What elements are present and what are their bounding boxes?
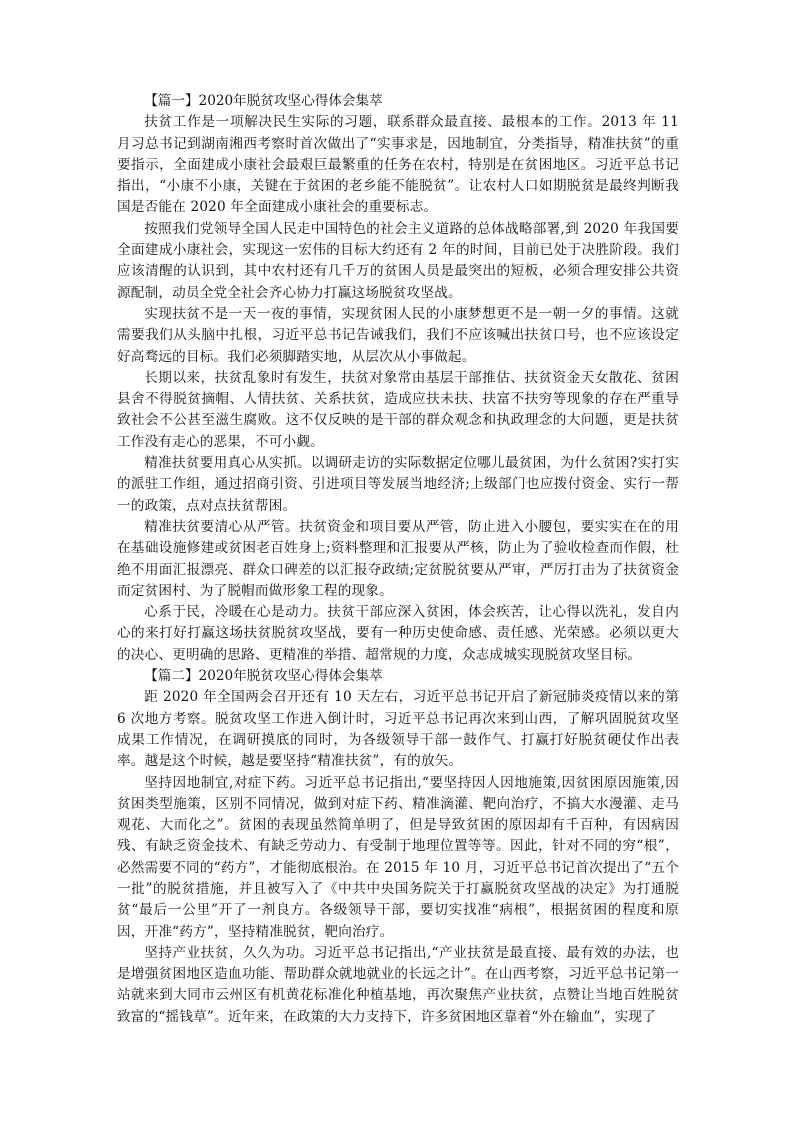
- section-2-heading: 【篇二】2020年脱贫攻坚心得体会集萃: [144, 668, 383, 685]
- section-1-paragraph-1: 扶贫工作是一项解决民生实际的习题，联系群众最直接、最根本的工作。2013 年 11 月习总书记到湖南湘西考察时首次做出了“实事求是，因地制宜，分类指导，精准扶贫”的重要指示，全面建成小康社会最艰巨最繁重的任务在农村，特别是在贫困地区。习近平总书记指出，“小康不小康，关键在于贫困的老乡能不能脱贫”。让农村人口如期脱贫是最终判断我国是否能在 2020 年全面建成小康社会的重要标志。: [117, 114, 679, 216]
- section-1-paragraph-2: 按照我们党领导全国人民走中国特色的社会主义道路的总体战略部署,到 2020 年我国要全面建成小康社会，实现这一宏伟的目标大约还有 2 年的时间，目前已处于决胜阶段。我们应该清醒的认识到，其中农村还有几千万的贫困人员是最突出的短板，必须合理安排公共资源配制，动员全党全社会齐心协力打赢这场脱贫攻坚战。: [117, 220, 679, 301]
- section-2-paragraph-3: 坚持产业扶贫，久久为功。习近平总书记指出,“产业扶贫是最直接、最有效的办法，也是增强贫困地区造血功能、帮助群众就地就业的长远之计”。在山西考察，习近平总书记第一站就来到大同市云州区有机黄花标准化种植基地，再次聚焦产业扶贫，点赞让当地百姓脱贫致富的“摇钱草”。近年来，在政策的大力支持下，许多贫困地区靠着“外在输血”，实现了: [117, 944, 679, 1025]
- section-1-paragraph-4: 长期以来，扶贫乱象时有发生，扶贫对象常由基层干部推估、扶贫资金天女散花、贫困县舍不得脱贫摘帽、人情扶贫、关系扶贫，造成应扶未扶、扶富不扶穷等现象的存在严重导致社会不公甚至滋生腐败。这不仅反映的是干部的群众观念和执政理念的大问题，更是扶贫工作没有走心的恶果，不可小觑。: [117, 369, 679, 450]
- section-1-paragraph-3: 实现扶贫不是一天一夜的事情，实现贫困人民的小康梦想更不是一朝一夕的事情。这就需要我们从头脑中扎根，习近平总书记告诫我们，我们不应该喊出扶贫口号，也不应该设定好高骛远的目标。我们必须脚踏实地，从层次从小事做起。: [117, 305, 679, 365]
- section-1-paragraph-7: 心系于民，冷暖在心是动力。扶贫干部应深入贫困，体会疾苦，让心得以洗礼，发自内心的来打好打赢这场扶贫脱贫攻坚战，要有一种历史使命感、责任感、光荣感。必须以更大的决心、更明确的思路、更精准的举措、超常规的力度，众志成城实现脱贫攻坚目标。: [117, 604, 679, 663]
- section-1-heading: 【篇一】2020年脱贫攻坚心得体会集萃: [144, 93, 383, 109]
- section-1-paragraph-6: 精准扶贫要清心从严管。扶贫资金和项目要从严管，防止进入小腰包，要实实在在的用在基础设施修建或贫困老百姓身上;资料整理和汇报要从严核，防止为了验收检查而作假，杜绝不用面汇报漂亮、群众口碑差的以汇报夺政绩;定贫脱贫要从严审，严厉打击为了扶贫资金而定贫困村、为了脱帽而做形象工程的现象。: [117, 518, 679, 599]
- section-2-paragraph-1: 距 2020 年全国两会召开还有 10 天左右，习近平总书记开启了新冠肺炎疫情以来的第 6 次地方考察。脱贫攻坚工作进入倒计时，习近平总书记再次来到山西，了解巩固脱贫攻坚成果工作情况，在调研摸底的同时，为各级领导干部一鼓作气、打赢打好脱贫硬仗作出表率。越是这个时候，越是要坚持“精准扶贫”，有的放矢。: [117, 689, 679, 770]
- document-page: [117, 91, 679, 1028]
- section-1-paragraph-5: 精准扶贫要用真心从实抓。以调研走访的实际数据定位哪儿最贫困，为什么贫困?实打实的派驻工作组，通过招商引资、引进项目等发展当地经济;上级部门也应拨付资金、实行一帮一的政策，点对点扶贫帮困。: [117, 455, 679, 514]
- section-2-paragraph-2: 坚持因地制宜,对症下药。习近平总书记指出,“要坚持因人因地施策,因贫困原因施策,因贫困类型施策，区别不同情况，做到对症下药、精准滴灌、靶向治疗，不搞大水漫灌、走马观花、大而化之”。贫困的表现虽然简单明了，但是导致贫困的原因却有千百种，有因病因残、有缺乏资金技术、有缺乏劳动力、有受制于地理位置等等。因此，针对不同的穷“根”，必然需要不同的“药方”，才能彻底根治。在 2015 年 10 月，习近平总书记首次提出了“五个一批”的脱贫措施，并且被写入了《中共中央国务院关于打赢脱贫攻坚战的决定》为打通脱贫“最后一公里”开了一剂良方。各级领导干部，要切实找准“病根”，根据贫困的程度和原因，开准“药方”，坚持精准脱贫，靶向治疗。: [117, 774, 679, 940]
